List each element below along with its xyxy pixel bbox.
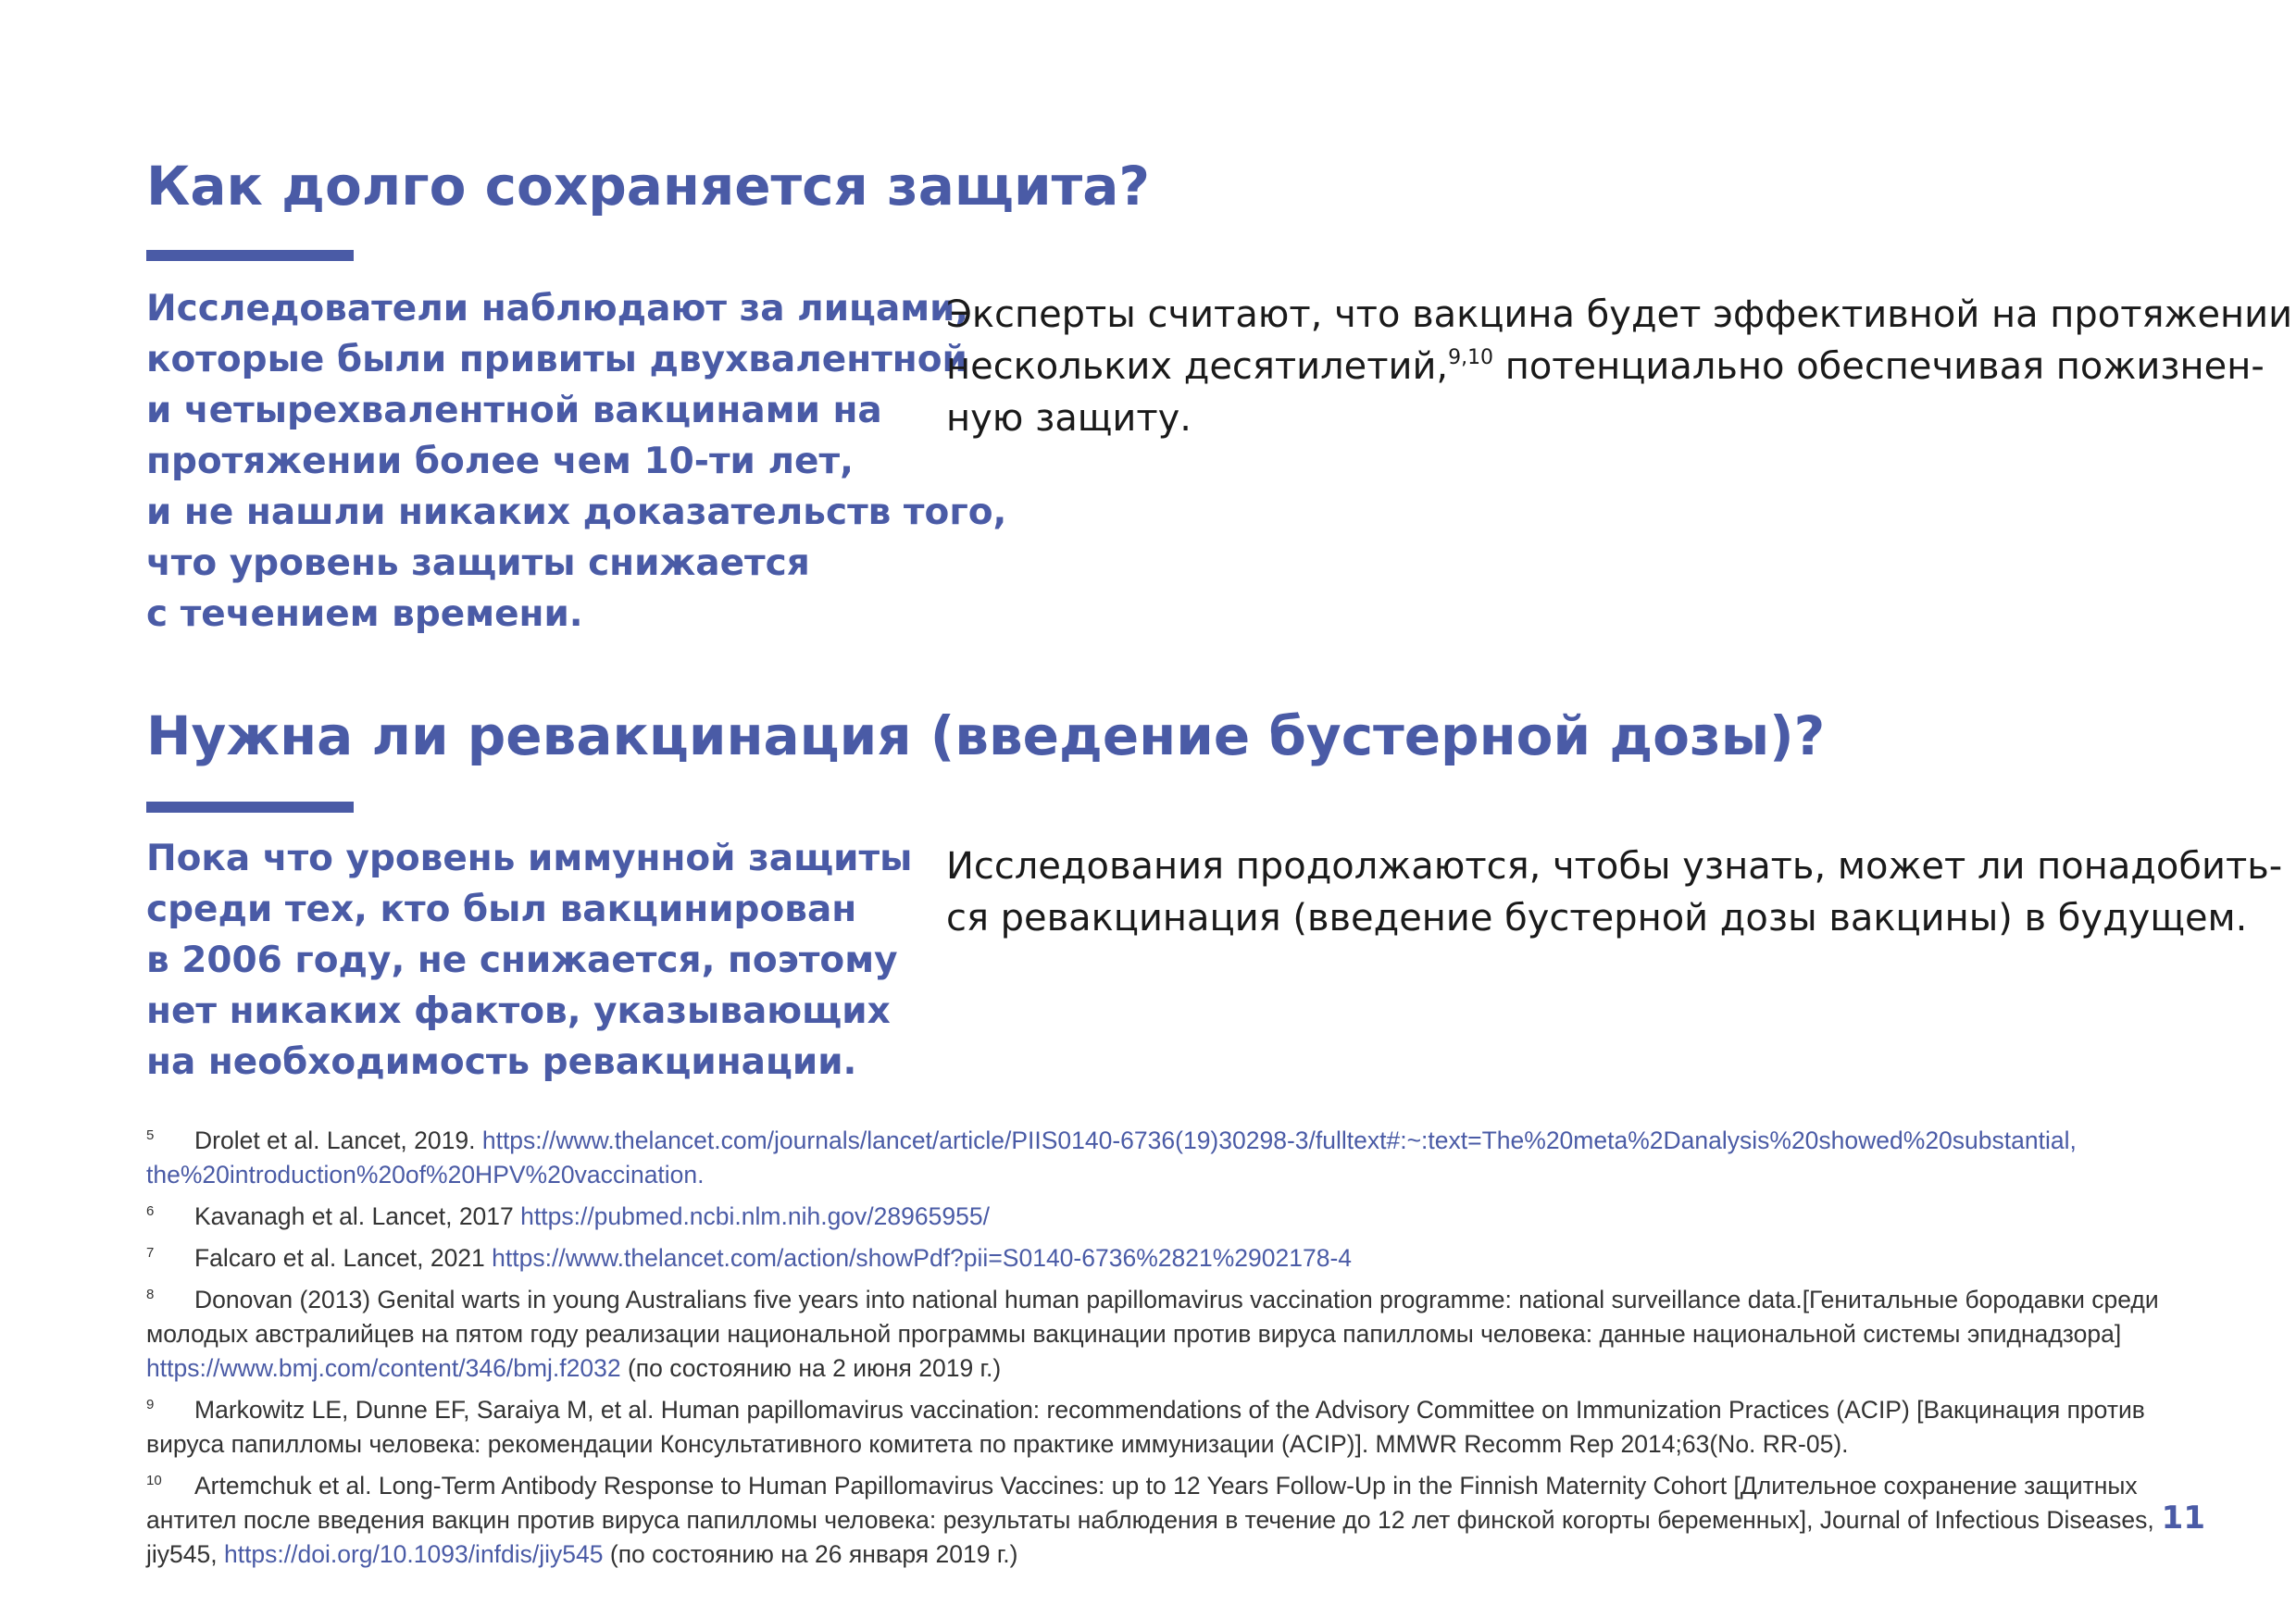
lead-line: и не нашли никаких доказательств того, bbox=[146, 492, 1007, 533]
footnote-text: Kavanagh et al. Lancet, 2017 bbox=[194, 1202, 521, 1230]
lead-line: что уровень защиты снижается bbox=[146, 542, 810, 584]
lead-line: и четырехвалентной вакцинами на bbox=[146, 390, 882, 431]
title-underline bbox=[146, 250, 354, 261]
footnote-number: 8 bbox=[146, 1287, 155, 1302]
footnote-7 bbox=[146, 1236, 2240, 1276]
section-title-protection-duration: Как долго сохраняется защита? bbox=[146, 155, 1150, 218]
body-text-fragment: нескольких десятилетий, bbox=[946, 345, 1449, 388]
footnote-number: 6 bbox=[146, 1203, 155, 1219]
footnote-9 bbox=[146, 1388, 2240, 1462]
lead-line: которые были привиты двухвалентной bbox=[146, 339, 967, 380]
lead-line: среди тех, кто был вакцинирован bbox=[146, 889, 857, 930]
lead-line: на необходимость ревакцинации. bbox=[146, 1041, 857, 1083]
body-line: Исследования продолжаются, чтобы узнать, может ли понадобить- bbox=[946, 845, 2283, 888]
footnote-reference: 9,10 bbox=[1448, 346, 1494, 369]
footnote-text: jiy545, bbox=[146, 1540, 224, 1568]
title-underline bbox=[146, 802, 354, 813]
lead-line: с течением времени. bbox=[146, 593, 583, 635]
footnote-text: Donovan (2013) Genital warts in young Australians five years into national human papillomavirus vaccination programme: national surveillance data.[Генитальные бородавки среди bbox=[194, 1286, 2159, 1313]
footnote-text: Markowitz LE, Dunne EF, Saraiya M, et al. Human papillomavirus vaccination: recommendations of the Advisory Committee on Immunization Practices (ACIP) [Вакцинация против bbox=[194, 1396, 2145, 1424]
body-line: Эксперты считают, что вакцина будет эффективной на протяжении bbox=[946, 293, 2293, 336]
footnote-number: 10 bbox=[146, 1473, 162, 1488]
footnote-link[interactable]: https://www.thelancet.com/action/showPdf?pii=S0140-6736%2821%2902178-4 bbox=[492, 1244, 1353, 1272]
footnote-5 bbox=[146, 1118, 2240, 1192]
footnote-text: молодых австралийцев на пятом году реализации национальной программы вакцинации против вируса папилломы человека: данные национальной системы эпиднадзора] bbox=[146, 1320, 2122, 1348]
footnote-number: 9 bbox=[146, 1397, 155, 1413]
footnote-text: Artemchuk et al. Long-Term Antibody Response to Human Papillomavirus Vaccines: up to 12 Years Follow-Up in the Finnish Maternity Cohort [Длительное сохранение защитных bbox=[194, 1472, 2138, 1500]
section1-body-text bbox=[946, 289, 2293, 444]
footnote-number: 7 bbox=[146, 1245, 155, 1261]
footnote-8 bbox=[146, 1277, 2240, 1386]
footnote-link[interactable]: https://doi.org/10.1093/infdis/jiy545 bbox=[223, 1540, 604, 1568]
footnote-text: антител после введения вакцин против вируса папилломы человека: результаты наблюдения в течение до 12 лет финской когорты беременных], Journal of Infectious Diseases, bbox=[146, 1506, 2154, 1534]
body-line: ся ревакцинация (введение бустерной дозы вакцины) в будущем. bbox=[946, 897, 2248, 940]
footnote-text: вируса папилломы человека: рекомендации Консультативного комитета по практике иммунизации (ACIP)]. MMWR Recomm Rep 2014;63(No. RR-05). bbox=[146, 1430, 1849, 1458]
footnote-6 bbox=[146, 1194, 2240, 1234]
lead-line: нет никаких фактов, указывающих bbox=[146, 990, 891, 1032]
section1-lead-text bbox=[146, 283, 1007, 640]
footnote-10 bbox=[146, 1463, 2240, 1572]
lead-line: Исследователи наблюдают за лицами, bbox=[146, 288, 969, 330]
footnotes bbox=[146, 1118, 2240, 1574]
footnote-text: (по состоянию на 2 июня 2019 г.) bbox=[620, 1354, 1002, 1382]
footnote-link[interactable]: https://www.bmj.com/content/346/bmj.f2032 bbox=[146, 1354, 621, 1382]
footnote-link[interactable]: https://pubmed.ncbi.nlm.nih.gov/28965955/ bbox=[520, 1202, 990, 1230]
footnote-text: Falcaro et al. Lancet, 2021 bbox=[194, 1244, 493, 1272]
footnote-text: (по состоянию на 26 января 2019 г.) bbox=[603, 1540, 1018, 1568]
lead-line: в 2006 году, не снижается, поэтому bbox=[146, 940, 898, 981]
footnote-link[interactable]: https://www.thelancet.com/journals/lancet/article/PIIS0140-6736(19)30298-3/fulltext#:~:text=The%20meta%2Danalysis%20showed%20substantial, bbox=[481, 1126, 2077, 1154]
footnote-link-continued[interactable]: the%20introduction%20of%20HPV%20vaccination. bbox=[146, 1161, 705, 1189]
section-title-booster: Нужна ли ревакцинация (введение бустерной дозы)? bbox=[146, 704, 1826, 767]
body-line bbox=[946, 341, 2265, 392]
body-line: ную защиту. bbox=[946, 397, 1192, 440]
lead-line: протяжении более чем 10-ти лет, bbox=[146, 441, 854, 482]
page-number: 11 bbox=[2161, 1500, 2205, 1537]
footnote-text: Drolet et al. Lancet, 2019. bbox=[194, 1126, 482, 1154]
footnote-number: 5 bbox=[146, 1127, 155, 1143]
lead-line: Пока что уровень иммунной защиты bbox=[146, 838, 913, 879]
section2-body-text bbox=[946, 840, 2283, 944]
section2-lead-text bbox=[146, 833, 942, 1088]
body-text-fragment: потенциально обеспечивая пожизнен- bbox=[1493, 345, 2265, 388]
